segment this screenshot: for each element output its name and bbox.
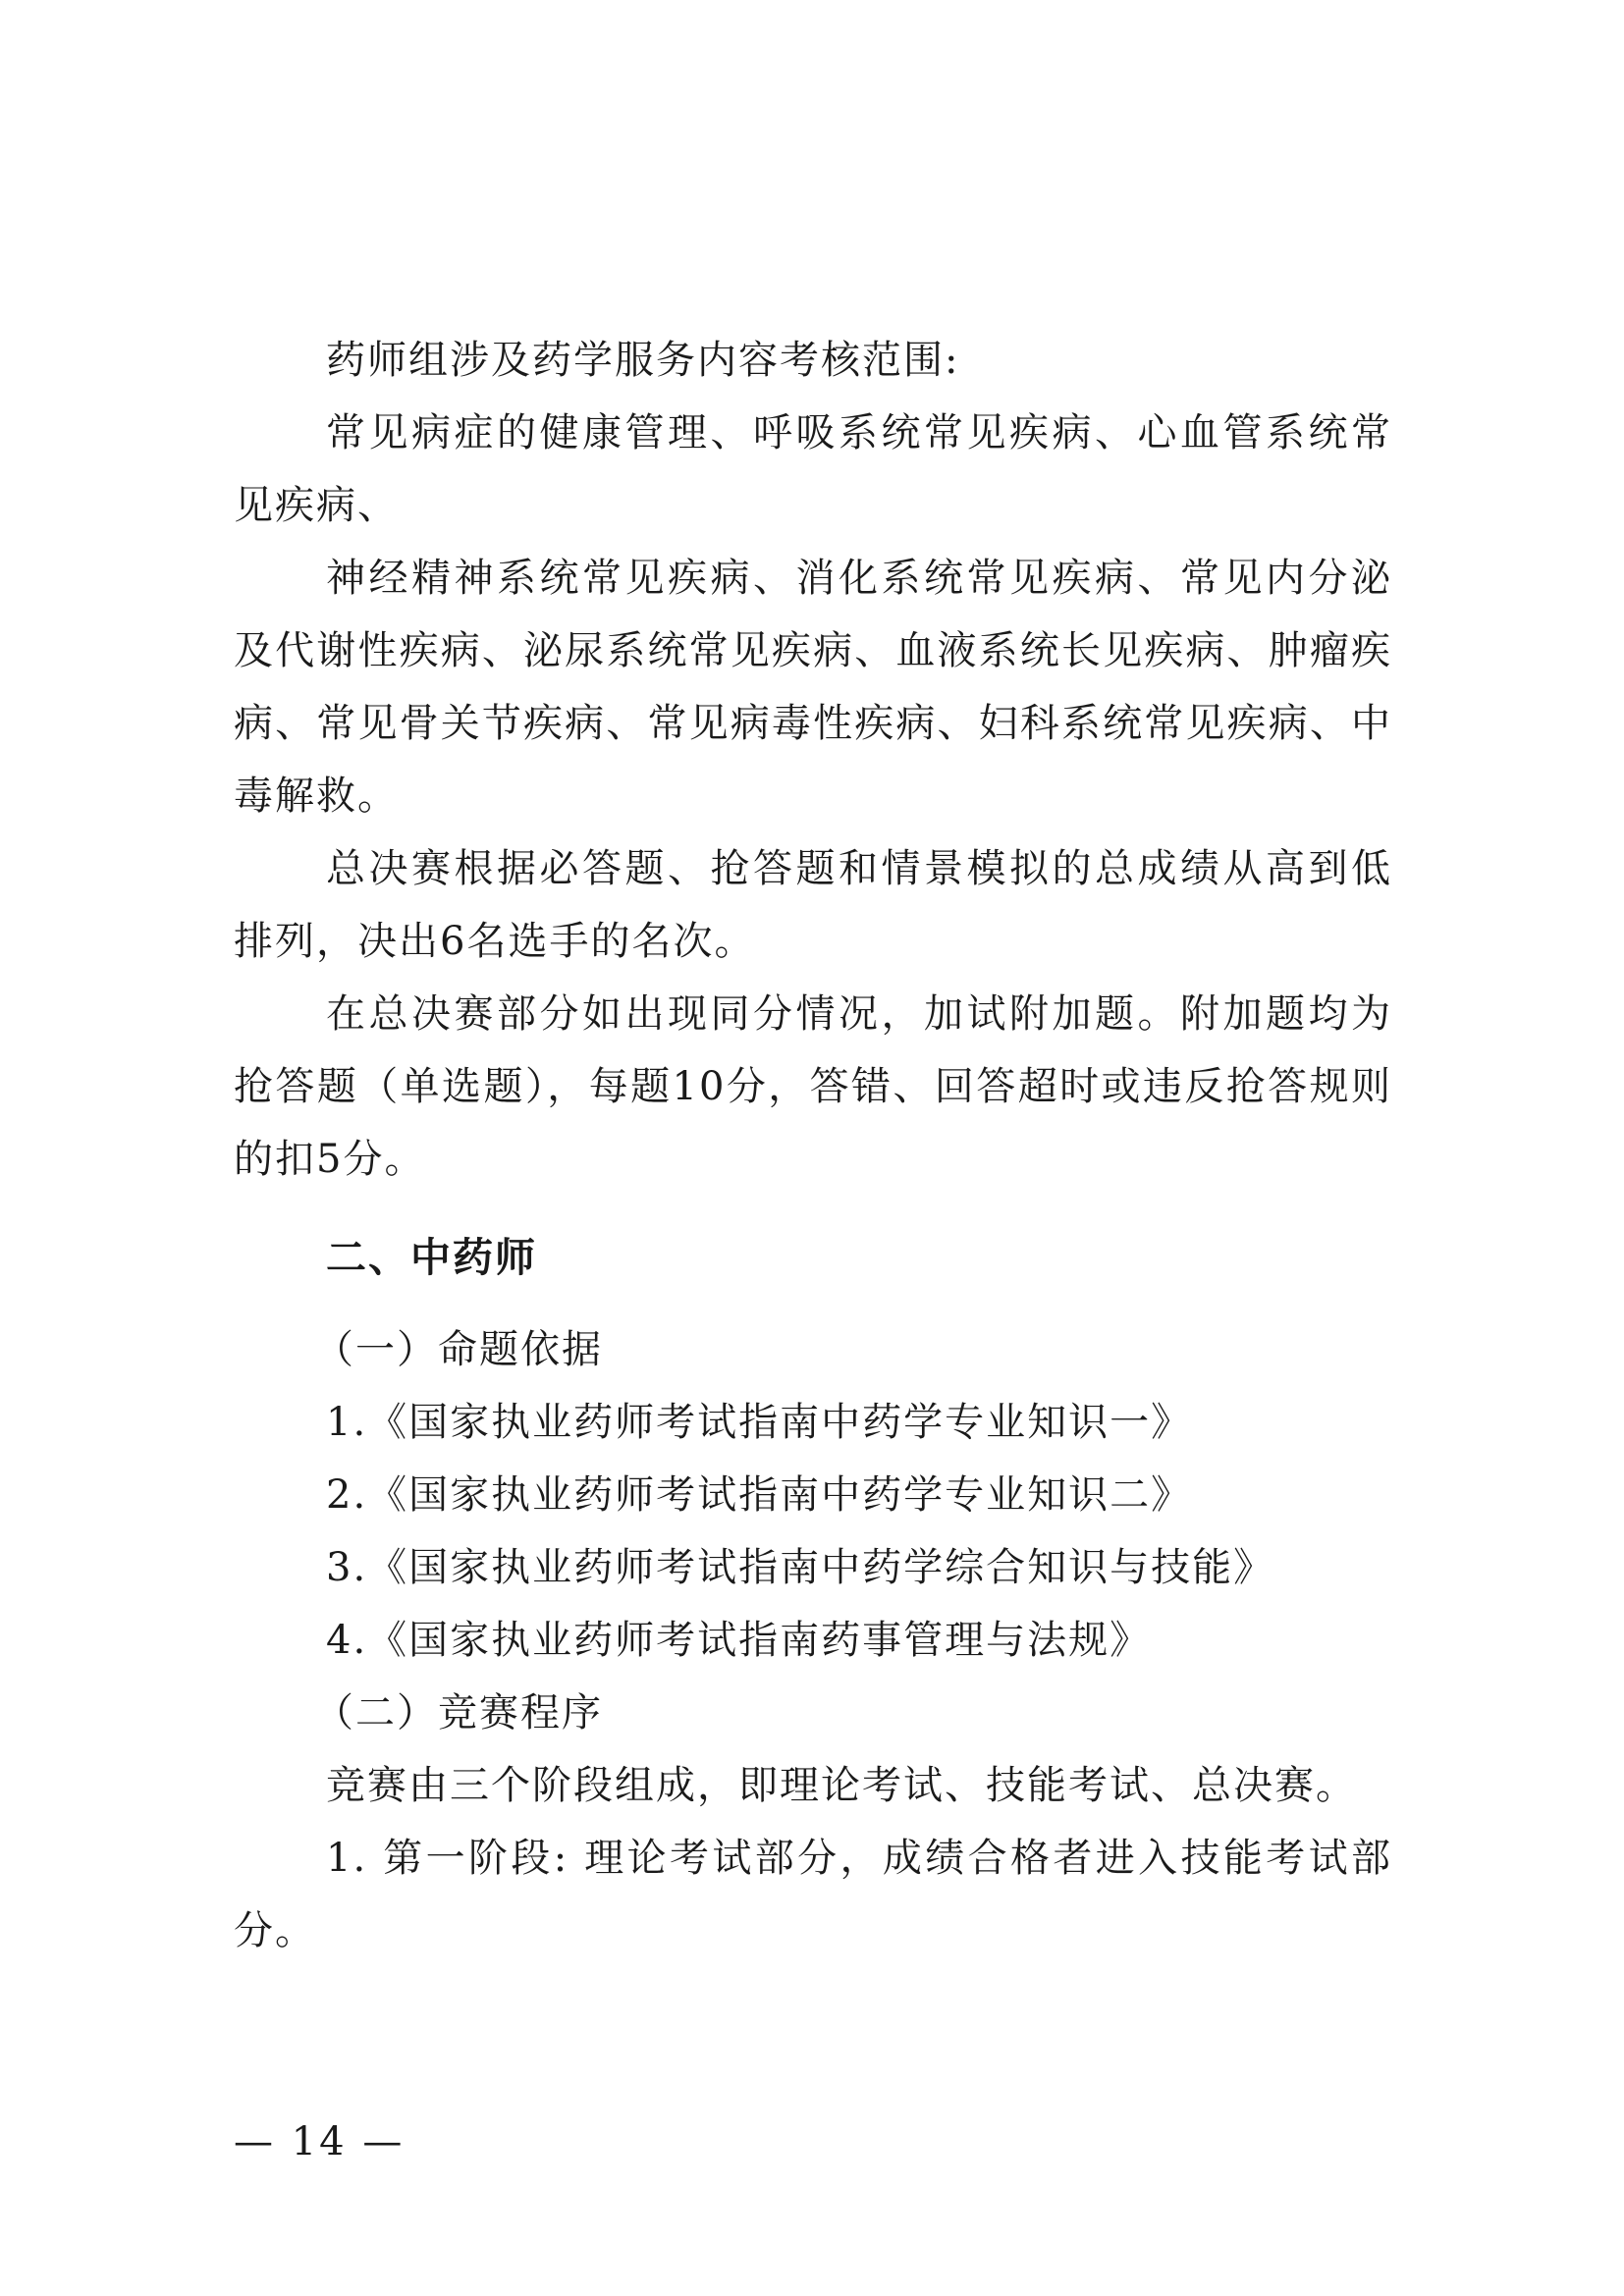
- reference-item-3: 3.《国家执业药师考试指南中药学综合知识与技能》: [326, 1545, 1275, 1590]
- paragraph-disease-list-1: 常见病症的健康管理、呼吸系统常见疾病、心血管系统常见疾病、: [234, 410, 1392, 528]
- subsection-heading-procedure: （二）竞赛程序: [314, 1690, 603, 1735]
- paragraph-stage-1: 1. 第一阶段: 理论考试部分，成绩合格者进入技能考试部分。: [234, 1836, 1392, 1953]
- section-heading: 二、中药师: [326, 1234, 537, 1281]
- paragraph-scope-intro: 药师组涉及药学服务内容考核范围:: [326, 338, 960, 383]
- document-body: [234, 324, 1392, 1967]
- reference-item-4: 4.《国家执业药师考试指南药事管理与法规》: [326, 1618, 1152, 1663]
- reference-item-1: 1.《国家执业药师考试指南中药学专业知识一》: [326, 1400, 1193, 1445]
- paragraph-procedure-intro: 竞赛由三个阶段组成，即理论考试、技能考试、总决赛。: [326, 1763, 1357, 1808]
- paragraph-disease-list-2: 神经精神系统常见疾病、消化系统常见疾病、常见内分泌及代谢性疾病、泌尿系统常见疾病、血液系统长见疾病、肿瘤疾病、常见骨关节疾病、常见病毒性疾病、妇科系统常见疾病、中毒解救。: [234, 556, 1392, 819]
- subsection-heading-basis: （一）命题依据: [314, 1327, 603, 1372]
- reference-item-2: 2.《国家执业药师考试指南中药学专业知识二》: [326, 1472, 1193, 1518]
- page-number: — 14 —: [234, 2119, 406, 2164]
- paragraph-tiebreak-rules: 在总决赛部分如出现同分情况，加试附加题。附加题均为抢答题（单选题），每题10分，答错、回答超时或违反抢答规则的扣5分。: [234, 991, 1392, 1182]
- paragraph-final-ranking: 总决赛根据必答题、抢答题和情景模拟的总成绩从高到低排列，决出6名选手的名次。: [234, 846, 1392, 964]
